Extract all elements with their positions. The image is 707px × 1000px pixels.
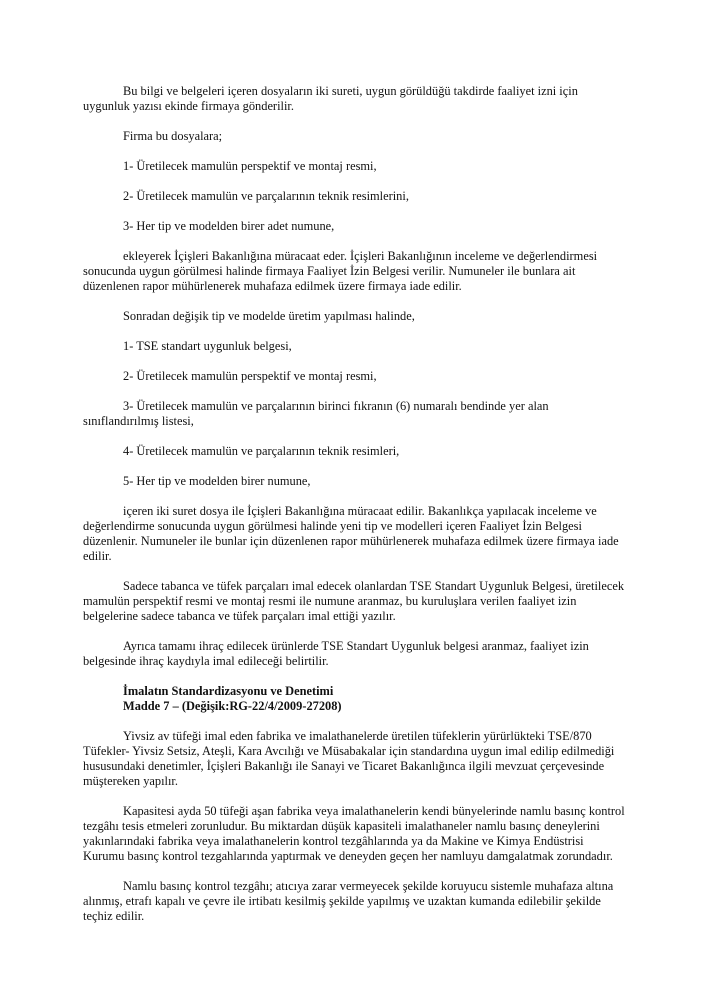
paragraph: Kapasitesi ayda 50 tüfeği aşan fabrika veya imalathanelerin kendi bünyelerinde namlu basınç kontrol tezgâhı tesis etmeleri zorunludur. Bu miktardan düşük kapasiteli imalathaneler namlu basınç deneylerini yakınlarındaki fabrika veya imalathanelerin kontrol tezgâhlarında ya da Makine ve Kimya Endüstrisi Kurumu basınç kontrol tezgahlarında yaptırmak ve deneyden geçen her namluyu damgalatmak zorundadır. bbox=[83, 804, 625, 863]
list-item: 5- Her tip ve modelden birer numune, bbox=[123, 474, 311, 488]
list-item: 4- Üretilecek mamulün ve parçalarının teknik resimleri, bbox=[123, 444, 400, 458]
paragraph: Ayrıca tamamı ihraç edilecek ürünlerde TSE Standart Uygunluk belgesi aranmaz, faaliyet izin belgesinde ihraç kaydıyla imal edileceği belirtilir. bbox=[83, 639, 589, 668]
document-page bbox=[83, 84, 625, 939]
paragraph: Sonradan değişik tip ve modelde üretim yapılması halinde, bbox=[123, 309, 415, 323]
paragraph: Namlu basınç kontrol tezgâhı; atıcıya zarar vermeyecek şekilde koruyucu sistemle muhafaza altına alınmış, etrafı kapalı ve çevre ile irtibatı kesilmiş şekilde yapılmış ve uzaktan kumanda edilebilir şekilde teçhiz edilir. bbox=[83, 879, 614, 923]
section-title: İmalatın Standardizasyonu ve Denetimi bbox=[123, 684, 334, 698]
list-item: 3- Üretilecek mamulün ve parçalarının birinci fıkranın (6) numaralı bendinde yer alan sınıflandırılmış listesi, bbox=[83, 399, 549, 428]
paragraph: ekleyerek İçişleri Bakanlığına müracaat eder. İçişleri Bakanlığının inceleme ve değerlendirmesi sonucunda uygun görülmesi halinde firmaya Faaliyet İzin Belgesi verilir. Numuneler ile bunlara ait düzenlenen rapor mühürlenerek muhafaza edilmek üzere firmaya iade edilir. bbox=[83, 249, 598, 293]
list-item: 2- Üretilecek mamulün perspektif ve montaj resmi, bbox=[123, 369, 377, 383]
list-item: 1- TSE standart uygunluk belgesi, bbox=[123, 339, 292, 353]
paragraph: içeren iki suret dosya ile İçişleri Bakanlığına müracaat edilir. Bakanlıkça yapılacak inceleme ve değerlendirme sonucunda uygun görülmesi halinde yeni tip ve modelleri içeren Faaliyet İzin Belgesi düzenlenir. Numuneler ile bunlar için düzenlenen rapor mühürlenerek muhafaza edilmek üzere firmaya iade edilir. bbox=[83, 504, 619, 563]
paragraph: Firma bu dosyalara; bbox=[123, 129, 223, 143]
paragraph: Sadece tabanca ve tüfek parçaları imal edecek olanlardan TSE Standart Uygunluk Belgesi, üretilecek mamulün perspektif resmi ve montaj resmi ile numune aranmaz, bu kuruluşlara verilen faaliyet izin belgelerine sadece tabanca ve tüfek parçaları imal ettiği yazılır. bbox=[83, 579, 625, 623]
list-item: 3- Her tip ve modelden birer adet numune, bbox=[123, 219, 335, 233]
paragraph: Bu bilgi ve belgeleri içeren dosyaların iki sureti, uygun görüldüğü takdirde faaliyet izni için uygunluk yazısı ekinde firmaya gönderilir. bbox=[83, 84, 578, 113]
article-number: Madde 7 – (Değişik:RG-22/4/2009-27208) bbox=[123, 699, 342, 713]
section-heading bbox=[83, 684, 625, 714]
list-item: 1- Üretilecek mamulün perspektif ve montaj resmi, bbox=[123, 159, 377, 173]
paragraph: Yivsiz av tüfeği imal eden fabrika ve imalathanelerde üretilen tüfeklerin yürürlükteki TSE/870 Tüfekler- Yivsiz Setsiz, Ateşli, Kara Avcılığı ve Müsabakalar için standardına uygun imal edilip edilmediği hususundaki denetimler, İçişleri Bakanlığı ile Sanayi ve Ticaret Bakanlığınca ilgili mevzuat çerçevesinde müştereken yapılır. bbox=[83, 729, 615, 788]
list-item: 2- Üretilecek mamulün ve parçalarının teknik resimlerini, bbox=[123, 189, 409, 203]
